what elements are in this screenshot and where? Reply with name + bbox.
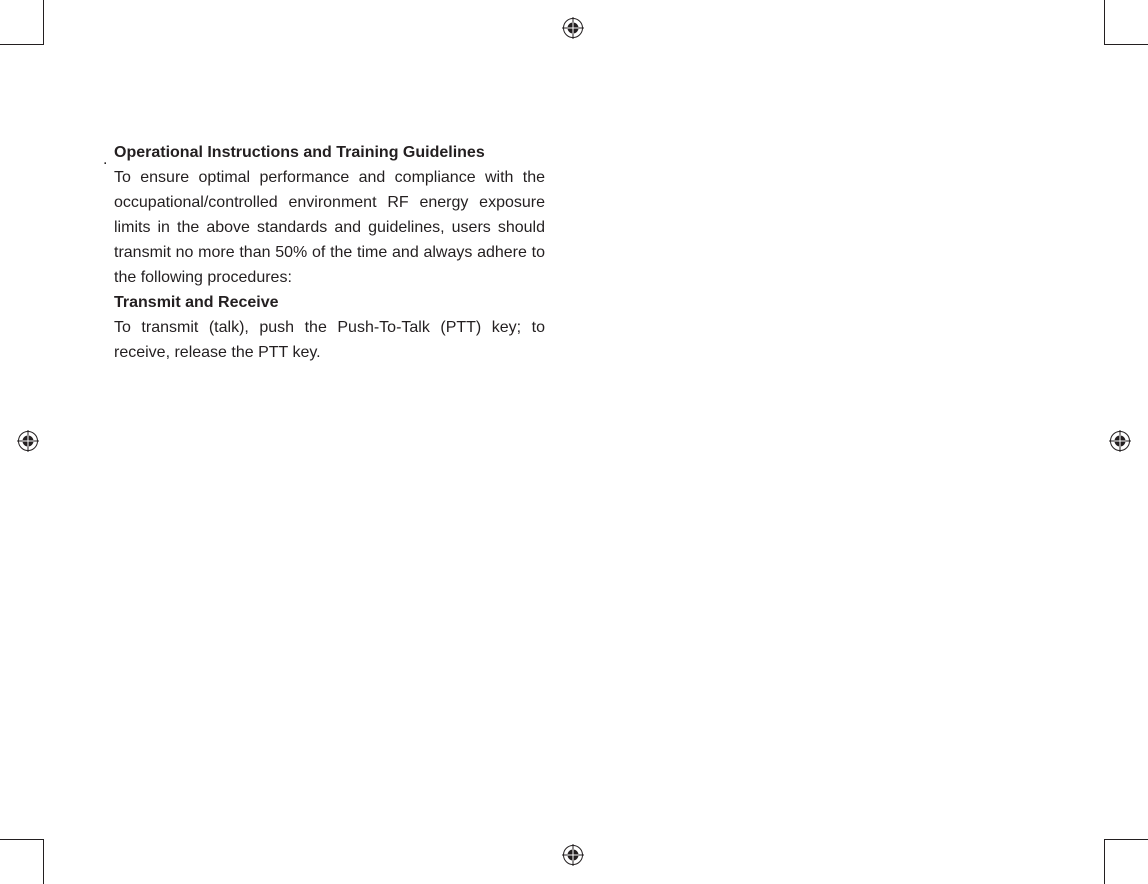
crop-mark-bottom-right bbox=[1104, 839, 1148, 884]
crop-mark-top-left bbox=[0, 0, 44, 45]
registration-mark-icon bbox=[562, 17, 584, 39]
registration-mark-icon bbox=[1109, 430, 1131, 452]
page-content bbox=[114, 140, 545, 365]
section-paragraph: To ensure optimal performance and compliance with the occupational/controlled environment RF energy exposure limits in the above standards and guidelines, users should transmit no more than 50% of the time and always adhere to the following procedures: bbox=[114, 169, 545, 286]
subsection-heading: Transmit and Receive bbox=[114, 294, 279, 311]
section-heading: Operational Instructions and Training Guidelines bbox=[114, 144, 485, 161]
crop-mark-bottom-left bbox=[0, 839, 44, 884]
registration-mark-icon bbox=[17, 430, 39, 452]
subsection-paragraph: To transmit (talk), push the Push-To-Talk (PTT) key; to receive, release the PTT key. bbox=[114, 319, 545, 361]
stray-dot: . bbox=[103, 151, 108, 168]
registration-mark-icon bbox=[562, 844, 584, 866]
crop-mark-top-right bbox=[1104, 0, 1148, 45]
